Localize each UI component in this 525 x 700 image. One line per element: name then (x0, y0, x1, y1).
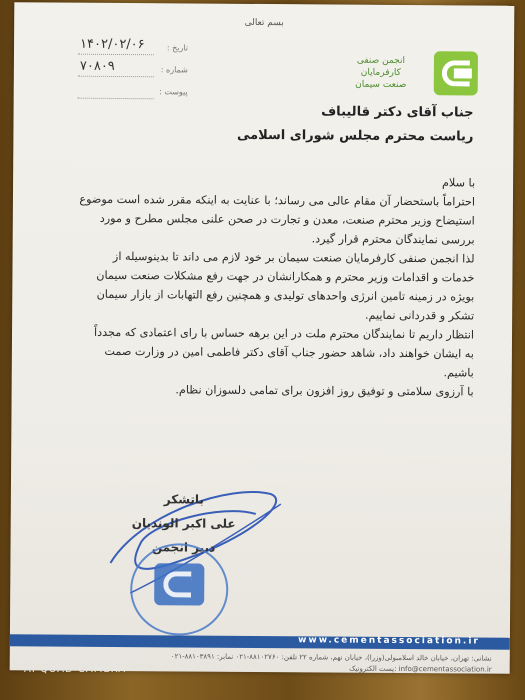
body-line: به ایشان خواهند داد، شاهد حضور جناب آقای دکتر فاطمی امین در وزارت صمت (104, 344, 474, 361)
letter-meta (78, 37, 188, 104)
letter-body (34, 170, 476, 401)
body-line: انتظار داریم تا نمایندگان محترم ملت در این برهه حساس با رای اعتمادی که مجدداً (94, 325, 475, 342)
camera-watermark-line2: AI QUAD CAMERA (24, 664, 127, 675)
signature-thanks: باتشکر (163, 492, 204, 507)
date-value: ۱۴۰۲/۰۲/۰۶ (79, 36, 145, 53)
number-line (78, 76, 154, 78)
signatory-name: علی اکبر الوندیان (131, 516, 236, 531)
attachment-row (78, 81, 188, 104)
camera-watermark (24, 650, 133, 675)
association-name-line1: انجمن صنفی (356, 55, 406, 66)
number-row (78, 59, 188, 82)
association-logo (328, 44, 478, 101)
cement-logo-icon (434, 51, 478, 95)
official-stamp (130, 543, 229, 636)
number-label: شماره : (160, 65, 188, 75)
greeting: با سلام (441, 176, 476, 190)
body-line: استیضاح وزیر محترم صنعت، معدن و تجارت در صحن علنی مجلس مطرح و مورد (99, 211, 475, 228)
bismillah-heading: بسم تعالی (244, 17, 284, 29)
number-value: ۷۰۸۰۹ (79, 58, 115, 74)
body-line: بویژه در زمینه تامین انرژی واحدهای تولیدی و همچنین رفع التهابات از بازار سیمان (96, 287, 475, 304)
camera-watermark-line1: REDMI NOTE 8 (24, 650, 133, 662)
closing-line: با آرزوی سلامتی و توفیق روز افزون برای تمامی دلسوزان نظام. (175, 383, 474, 399)
attachment-label: پیوست : (159, 87, 188, 97)
footer-email: info@cementassociation.ir :پست الکترونیک (349, 664, 492, 674)
date-label: تاریخ : (166, 43, 189, 53)
body-line: لذا انجمن صنفی کارفرمایان صنعت سیمان بر خود لازم می داند تا بدینوسیله از (112, 249, 475, 266)
date-line (78, 54, 154, 56)
association-name (336, 55, 426, 92)
body-line: تشکر و قدردانی نماییم. (364, 308, 475, 323)
addressee-name: جناب آقای دکتر قالیباف (321, 104, 474, 121)
footer-address-line: نشانی: تهران، خیابان خالد اسلامبولی(وزرا)، خیابان نهم، شماره ۲۲ تلفن: ۸۸۱۰۲۷۶۰-۰۲۱ نمابر: ۸۸۱۰۳۸۹۱-۰۲۱ (170, 652, 492, 663)
signatory-title: دبیر انجمن (151, 540, 216, 555)
addressee-title: ریاست محترم مجلس شورای اسلامی (236, 127, 474, 145)
stamp-logo-icon (154, 563, 204, 605)
body-line: بررسی نمایندگان محترم قرار گیرد. (311, 232, 475, 247)
date-row (78, 37, 188, 60)
body-line: باشیم. (443, 366, 474, 380)
camera-dots-icon (24, 650, 44, 662)
footer-website: www.cementassociation.ir (298, 635, 480, 647)
letter-page (10, 2, 515, 673)
attachment-line (78, 98, 154, 100)
association-name-line3: صنعت سیمان (355, 79, 407, 91)
body-line: خدمات و اقدامات وزیر محترم و همکارانشان در جهت رفع مشکلات صنعت سیمان (96, 268, 475, 285)
body-line: احتراماً باستحضار آن مقام عالی می رساند؛ با عنایت به اینکه مقرر شده است موضوع (79, 192, 476, 209)
association-name-line2: کارفرمایان (360, 67, 401, 78)
